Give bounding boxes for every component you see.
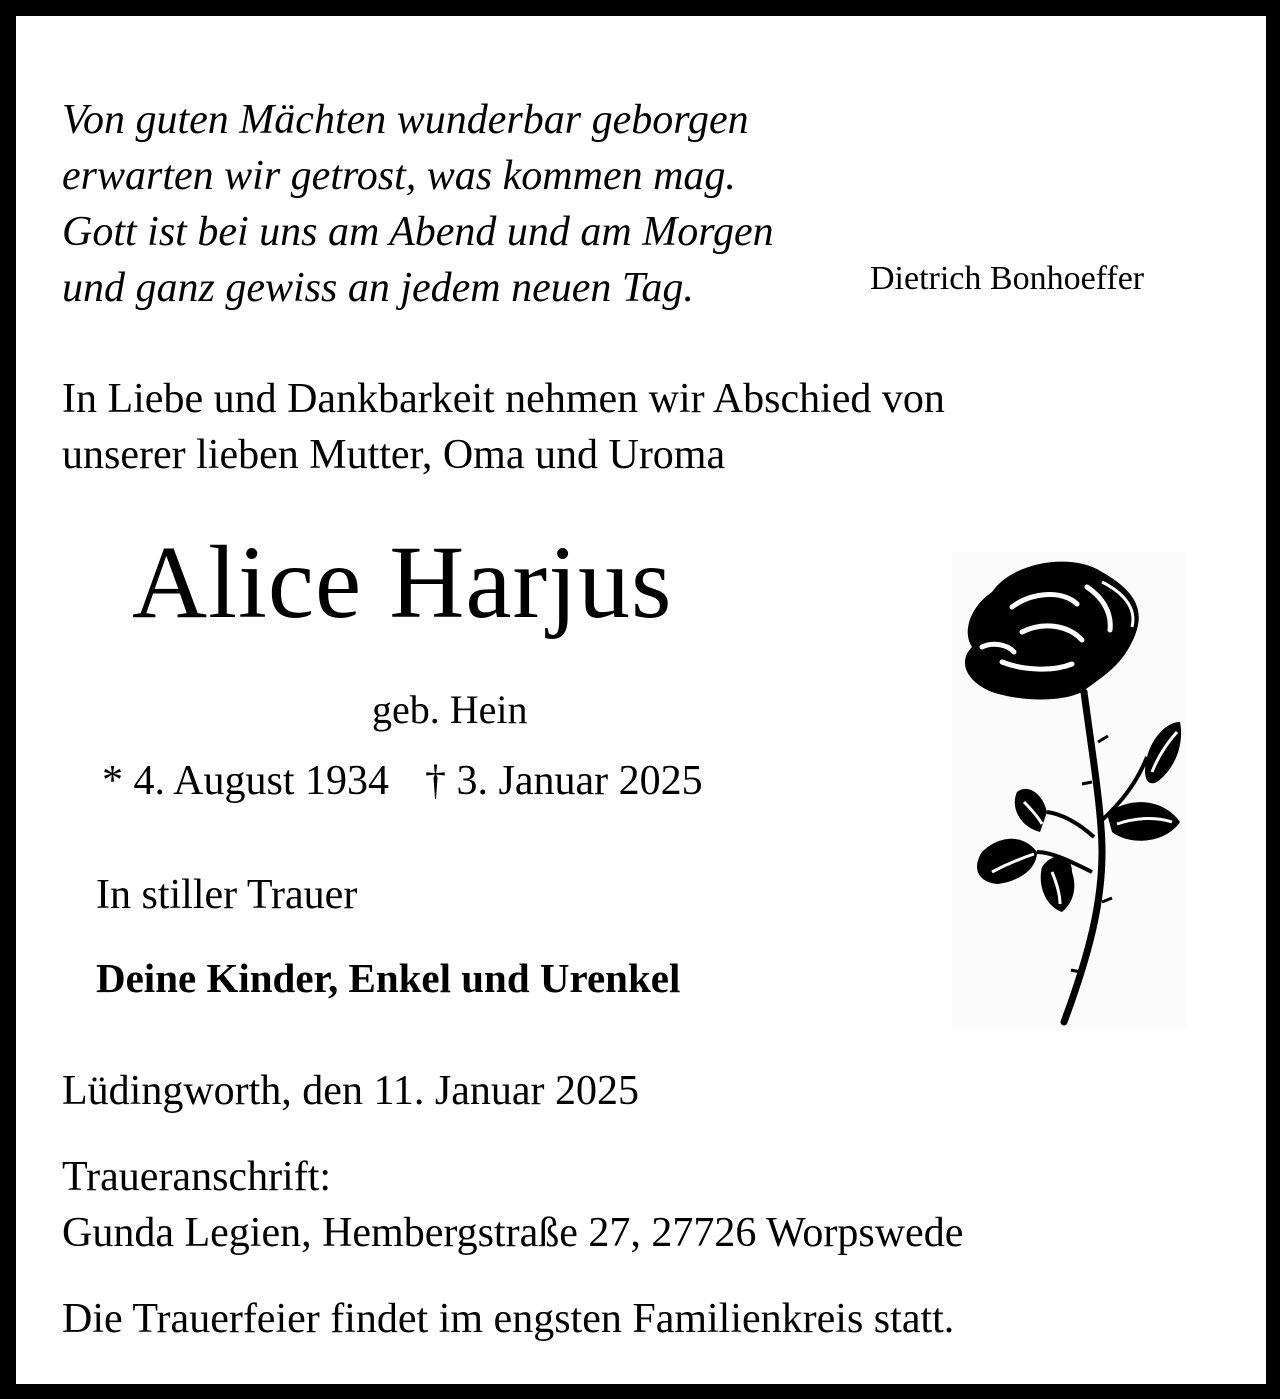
poem-line: und ganz gewiss an jedem neuen Tag. xyxy=(62,265,694,311)
life-dates xyxy=(102,760,703,802)
poem-quote xyxy=(62,92,774,316)
rose-icon xyxy=(952,552,1186,1030)
mourning-line: In stiller Trauer xyxy=(96,872,358,918)
birth-date: * 4. August 1934 xyxy=(102,758,390,804)
poem-author: Dietrich Bonhoeffer xyxy=(870,260,1145,297)
mourning-address: Gunda Legien, Hembergstraße 27, 27726 Worpswede xyxy=(62,1210,964,1256)
poem-line: erwarten wir getrost, was kommen mag. xyxy=(62,153,736,199)
birth-name: geb. Hein xyxy=(372,687,528,732)
obituary-notice xyxy=(16,16,1266,1384)
death-date: † 3. Januar 2025 xyxy=(425,758,703,804)
farewell-intro xyxy=(62,371,945,483)
place-and-date: Lüdingworth, den 11. Januar 2025 xyxy=(62,1068,640,1114)
address-label: Traueranschrift: xyxy=(62,1154,332,1200)
poem-line: Gott ist bei uns am Abend und am Morgen xyxy=(62,209,774,255)
deceased-name: Alice Harjus xyxy=(132,525,673,640)
ceremony-note: Die Trauerfeier findet im engsten Familienkreis statt. xyxy=(62,1296,955,1342)
poem-line: Von guten Mächten wunderbar geborgen xyxy=(62,97,749,143)
intro-line: In Liebe und Dankbarkeit nehmen wir Abschied von xyxy=(62,376,945,422)
intro-line: unserer lieben Mutter, Oma und Uroma xyxy=(62,432,726,478)
mourners: Deine Kinder, Enkel und Urenkel xyxy=(96,955,681,1001)
